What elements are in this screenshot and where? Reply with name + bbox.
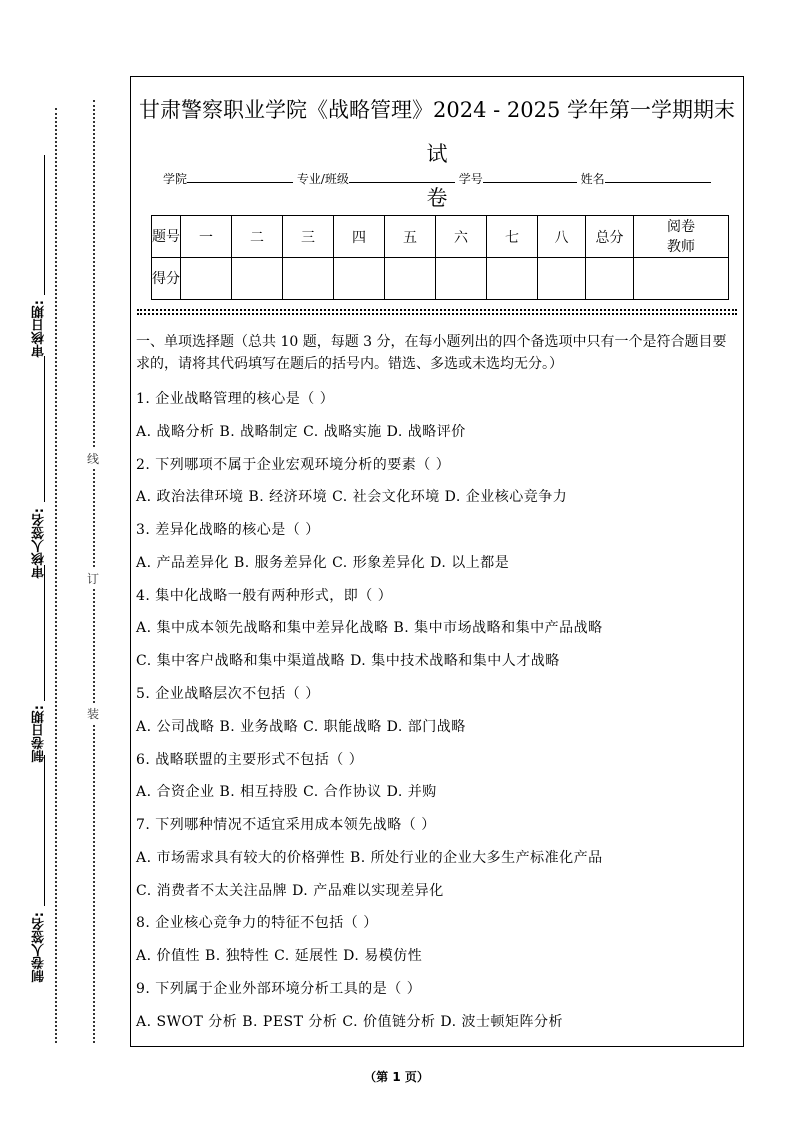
score-cell-7[interactable] <box>487 258 538 300</box>
reviewer-signature-line <box>44 356 45 502</box>
col-header-7: 七 <box>487 216 538 258</box>
student-info-row <box>163 170 711 187</box>
score-cell-2[interactable] <box>232 258 283 300</box>
col-header-total: 总分 <box>586 216 634 258</box>
col-header-6: 六 <box>436 216 487 258</box>
score-cell-total[interactable] <box>586 258 634 300</box>
question-1-options: A. 战略分析 B. 战略制定 C. 战略实施 D. 战略评价 <box>136 424 466 440</box>
question-5: 5. 企业战略层次不包括（ ） <box>136 686 320 702</box>
question-4-options-ab: A. 集中成本领先战略和集中差异化战略 B. 集中市场战略和集中产品战略 <box>136 620 603 636</box>
score-cell-3[interactable] <box>283 258 334 300</box>
question-6-options: A. 合资企业 B. 相互持股 C. 合作协议 D. 并购 <box>136 784 437 800</box>
question-9-options: A. SWOT 分析 B. PEST 分析 C. 价值链分析 D. 波士顿矩阵分析 <box>136 1014 564 1030</box>
question-6: 6. 战略联盟的主要形式不包括（ ） <box>136 752 364 768</box>
question-7: 7. 下列哪种情况不适宜采用成本领先战略（ ） <box>136 817 436 833</box>
reviewer-signature-label: 审核人签名: <box>32 508 47 579</box>
col-header-4: 四 <box>334 216 385 258</box>
dotted-separator <box>137 309 737 311</box>
score-cell-1[interactable] <box>181 258 232 300</box>
binding-char-zhuang: 装 <box>87 707 100 721</box>
score-table <box>151 215 729 300</box>
paper-date-line <box>44 565 45 701</box>
review-date-line <box>44 155 45 295</box>
paper-date-label: 制卷日期: <box>32 705 47 763</box>
review-date-label: 审核日期: <box>32 300 47 358</box>
col-header-1: 一 <box>181 216 232 258</box>
col-header-grader: 阅卷教师 <box>634 216 729 258</box>
question-7-options-ab: A. 市场需求具有较大的价格弹性 B. 所处行业的企业大多生产标准化产品 <box>136 850 603 866</box>
binding-char-ding: 订 <box>87 572 100 586</box>
student-id-field[interactable] <box>483 170 577 183</box>
question-8: 8. 企业核心竞争力的特征不包括（ ） <box>136 915 378 931</box>
paper-maker-signature-line <box>44 755 45 906</box>
score-row-header: 得分 <box>152 258 181 300</box>
section1-instructions: 一、单项选择题（总共 10 题，每题 3 分，在每小题列出的四个备选项中只有一个是符合题目要求的，请将其代码填写在题后的括号内。错选、多选或未选均无分。） <box>136 334 727 372</box>
score-cell-8[interactable] <box>538 258 586 300</box>
question-8-options: A. 价值性 B. 独特性 C. 延展性 D. 易模仿性 <box>136 948 423 964</box>
paper-maker-signature-label: 制卷人签名: <box>32 912 47 983</box>
score-cell-grader[interactable] <box>634 258 729 300</box>
college-field[interactable] <box>187 170 293 183</box>
question-2: 2. 下列哪项不属于企业宏观环境分析的要素（ ） <box>136 457 451 473</box>
score-cell-4[interactable] <box>334 258 385 300</box>
question-5-options: A. 公司战略 B. 业务战略 C. 职能战略 D. 部门战略 <box>136 719 466 735</box>
question-3: 3. 差异化战略的核心是（ ） <box>136 522 320 538</box>
question-1: 1. 企业战略管理的核心是（ ） <box>136 391 335 407</box>
page-number: （第 1 页） <box>364 1070 429 1084</box>
name-label: 姓名 <box>580 172 605 186</box>
score-cell-5[interactable] <box>385 258 436 300</box>
question-4: 4. 集中化战略一般有两种形式，即（ ） <box>136 588 393 604</box>
col-header-2: 二 <box>232 216 283 258</box>
question-4-options-cd: C. 集中客户战略和集中渠道战略 D. 集中技术战略和集中人才战略 <box>136 653 560 669</box>
student-id-label: 学号 <box>458 172 483 186</box>
col-header-3: 三 <box>283 216 334 258</box>
col-header-8: 八 <box>538 216 586 258</box>
question-number-header: 题号 <box>152 216 181 258</box>
col-header-5: 五 <box>385 216 436 258</box>
question-3-options: A. 产品差异化 B. 服务差异化 C. 形象差异化 D. 以上都是 <box>136 555 510 571</box>
college-label: 学院 <box>163 172 188 186</box>
question-9: 9. 下列属于企业外部环境分析工具的是（ ） <box>136 981 422 997</box>
exam-title-line1: 甘肃警察职业学院《战略管理》2024 - 2025 学年第一学期期末试 <box>138 98 735 166</box>
left-dotted-border <box>55 108 57 1043</box>
score-cell-6[interactable] <box>436 258 487 300</box>
dotted-separator-2 <box>137 313 737 315</box>
question-2-options: A. 政治法律环境 B. 经济环境 C. 社会文化环境 D. 企业核心竞争力 <box>136 489 568 505</box>
major-class-field[interactable] <box>349 170 455 183</box>
exam-title-line2: 卷 <box>426 186 448 210</box>
binding-char-xian: 线 <box>87 452 100 466</box>
major-class-label: 专业/班级 <box>296 172 349 186</box>
exam-title <box>131 88 743 220</box>
question-7-options-cd: C. 消费者不太关注品牌 D. 产品难以实现差异化 <box>136 883 444 899</box>
name-field[interactable] <box>605 170 711 183</box>
